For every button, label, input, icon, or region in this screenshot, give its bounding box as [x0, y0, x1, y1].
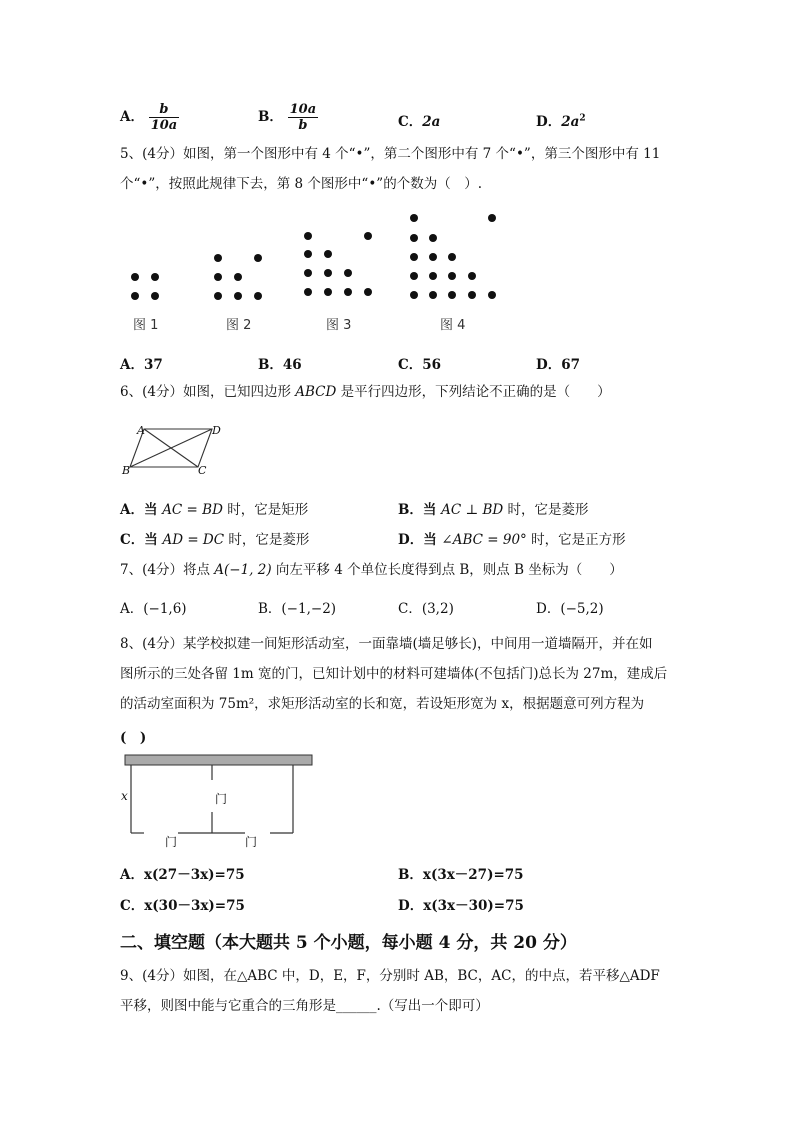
q6-stem-suffix: 是平行四边形，下列结论不正确的是（ ） — [336, 384, 611, 400]
q6-option-c — [120, 528, 309, 548]
q8-stem-line3: 的活动室面积为 75m²，求矩形活动室的长和宽，若设矩形宽为 x，根据题意可列方程为 — [120, 696, 645, 712]
vertex-label-b: B — [122, 464, 131, 477]
q7-option-a: A．(−1,6) — [120, 601, 187, 617]
q6-option-b — [398, 498, 589, 518]
q5-stem-line1: 5、(4分）如图，第一个图形中有 4 个“•”，第二个图形中有 7 个“•”，第三个图形中有 11 — [120, 146, 661, 162]
q7-stem — [120, 560, 623, 580]
fraction-numerator: 10a — [289, 102, 317, 117]
q7-option-d: D．(−5,2) — [536, 601, 604, 617]
dot-figure-4 — [410, 214, 496, 299]
q6-option-a — [120, 498, 308, 518]
q4-option-d-exponent: 2 — [579, 113, 586, 124]
fraction-denominator: b — [298, 118, 308, 133]
q4-option-d-value: 2a — [561, 114, 580, 130]
q6-stem-variable: ABCD — [295, 384, 337, 400]
q8-stem-line2: 图所示的三处各留 1m 宽的门，已知计划中的材料可建墙体(不包括门)总长为 27m，建成后 — [120, 666, 668, 682]
q4-option-c — [398, 110, 440, 130]
q5-option-d: D．67 — [536, 357, 580, 373]
fraction-denominator: 10a — [150, 118, 178, 133]
q8-option-d: D．x(3x－30)=75 — [398, 898, 524, 914]
q4-option-d — [536, 110, 586, 130]
q9-stem-line2: 平移，则图中能与它重合的三角形是______.（写出一个即可） — [120, 998, 489, 1014]
q7-option-c: C．(3,2) — [398, 601, 454, 617]
q7-stem-suffix: 向左平移 4 个单位长度得到点 B，则点 B 坐标为（ ） — [271, 562, 623, 578]
dot-figure-3 — [304, 232, 372, 296]
q8-width-label: x — [121, 789, 128, 803]
q4-option-a-letter: A． — [120, 109, 144, 125]
q4-option-b-letter: B． — [258, 109, 283, 125]
q5-figure-label-4: 图 4 — [440, 318, 466, 333]
q5-option-b: B．46 — [258, 357, 302, 373]
q8-option-c: C．x(30－3x)=75 — [120, 898, 245, 914]
q8-stem-line1: 8、(4分）某学校拟建一间矩形活动室，一面靠墙(墙足够长)，中间用一道墙隔开，并在如 — [120, 636, 653, 652]
q8-door-label-middle: 门 — [215, 792, 228, 806]
q5-dot-pattern-figure — [0, 205, 794, 325]
q9-stem-line1: 9、(4分）如图，在△ABC 中，D，E，F，分别时 AB，BC，AC，的中点，若平移△ADF — [120, 968, 660, 984]
q6-option-a-math: AC = BD — [162, 502, 223, 518]
q5-option-a: A．37 — [120, 357, 163, 373]
q6-option-a-prefix: A．当 — [120, 502, 163, 518]
q6-option-b-prefix: B．当 — [398, 502, 442, 518]
vertex-label-d: D — [212, 424, 221, 437]
vertex-label-c: C — [198, 464, 207, 477]
q7-option-b: B．(−1,−2) — [258, 601, 337, 617]
q4-option-a-fraction — [149, 102, 180, 133]
q5-figure-label-1: 图 1 — [133, 318, 159, 333]
q8-option-a: A．x(27－3x)=75 — [120, 867, 245, 883]
q8-door-label-right: 门 — [245, 835, 258, 849]
q4-option-c-value: 2a — [422, 114, 441, 130]
q6-stem-prefix: 6、(4分）如图，已知四边形 — [120, 384, 296, 400]
q4-option-d-letter: D． — [536, 114, 562, 130]
q8-door-label-left: 门 — [165, 835, 178, 849]
q6-stem — [120, 382, 611, 402]
q4-option-b — [258, 102, 318, 133]
q7-stem-point: A(−1, 2) — [214, 562, 272, 578]
q6-option-c-tail: 时，它是菱形 — [224, 532, 310, 548]
fraction-numerator: b — [159, 102, 169, 117]
q5-figure-label-2: 图 2 — [226, 318, 252, 333]
dot-figure-1 — [131, 273, 159, 300]
q6-option-c-prefix: C．当 — [120, 532, 163, 548]
q6-option-d — [398, 528, 626, 548]
vertex-label-a: A — [137, 424, 145, 437]
section-2-heading: 二、填空题（本大题共 5 个小题，每小题 4 分，共 20 分） — [120, 933, 577, 953]
q5-option-c: C．56 — [398, 357, 442, 373]
q6-option-d-tail: 时，它是正方形 — [526, 532, 626, 548]
q6-option-d-prefix: D．当 — [398, 532, 442, 548]
q6-option-a-tail: 时，它是矩形 — [222, 502, 309, 518]
q6-option-d-math: ∠ABC = 90° — [441, 532, 527, 548]
q4-option-c-letter: C． — [398, 114, 423, 130]
q6-option-b-math: AC ⊥ BD — [441, 502, 504, 518]
q7-stem-prefix: 7、(4分）将点 — [120, 562, 215, 578]
q4-option-b-fraction — [288, 102, 319, 133]
q6-option-c-math: AD = DC — [162, 532, 225, 548]
q5-stem-line2: 个“•”，按照此规律下去，第 8 个图形中“•”的个数为（ ）. — [120, 176, 482, 192]
q6-option-b-tail: 时，它是菱形 — [503, 502, 589, 518]
q4-option-a — [120, 102, 179, 133]
q8-stem-line4: ( ) — [120, 730, 147, 746]
dot-figure-2 — [214, 254, 262, 300]
q8-option-b: B．x(3x－27)=75 — [398, 867, 524, 883]
q5-figure-label-3: 图 3 — [326, 318, 352, 333]
